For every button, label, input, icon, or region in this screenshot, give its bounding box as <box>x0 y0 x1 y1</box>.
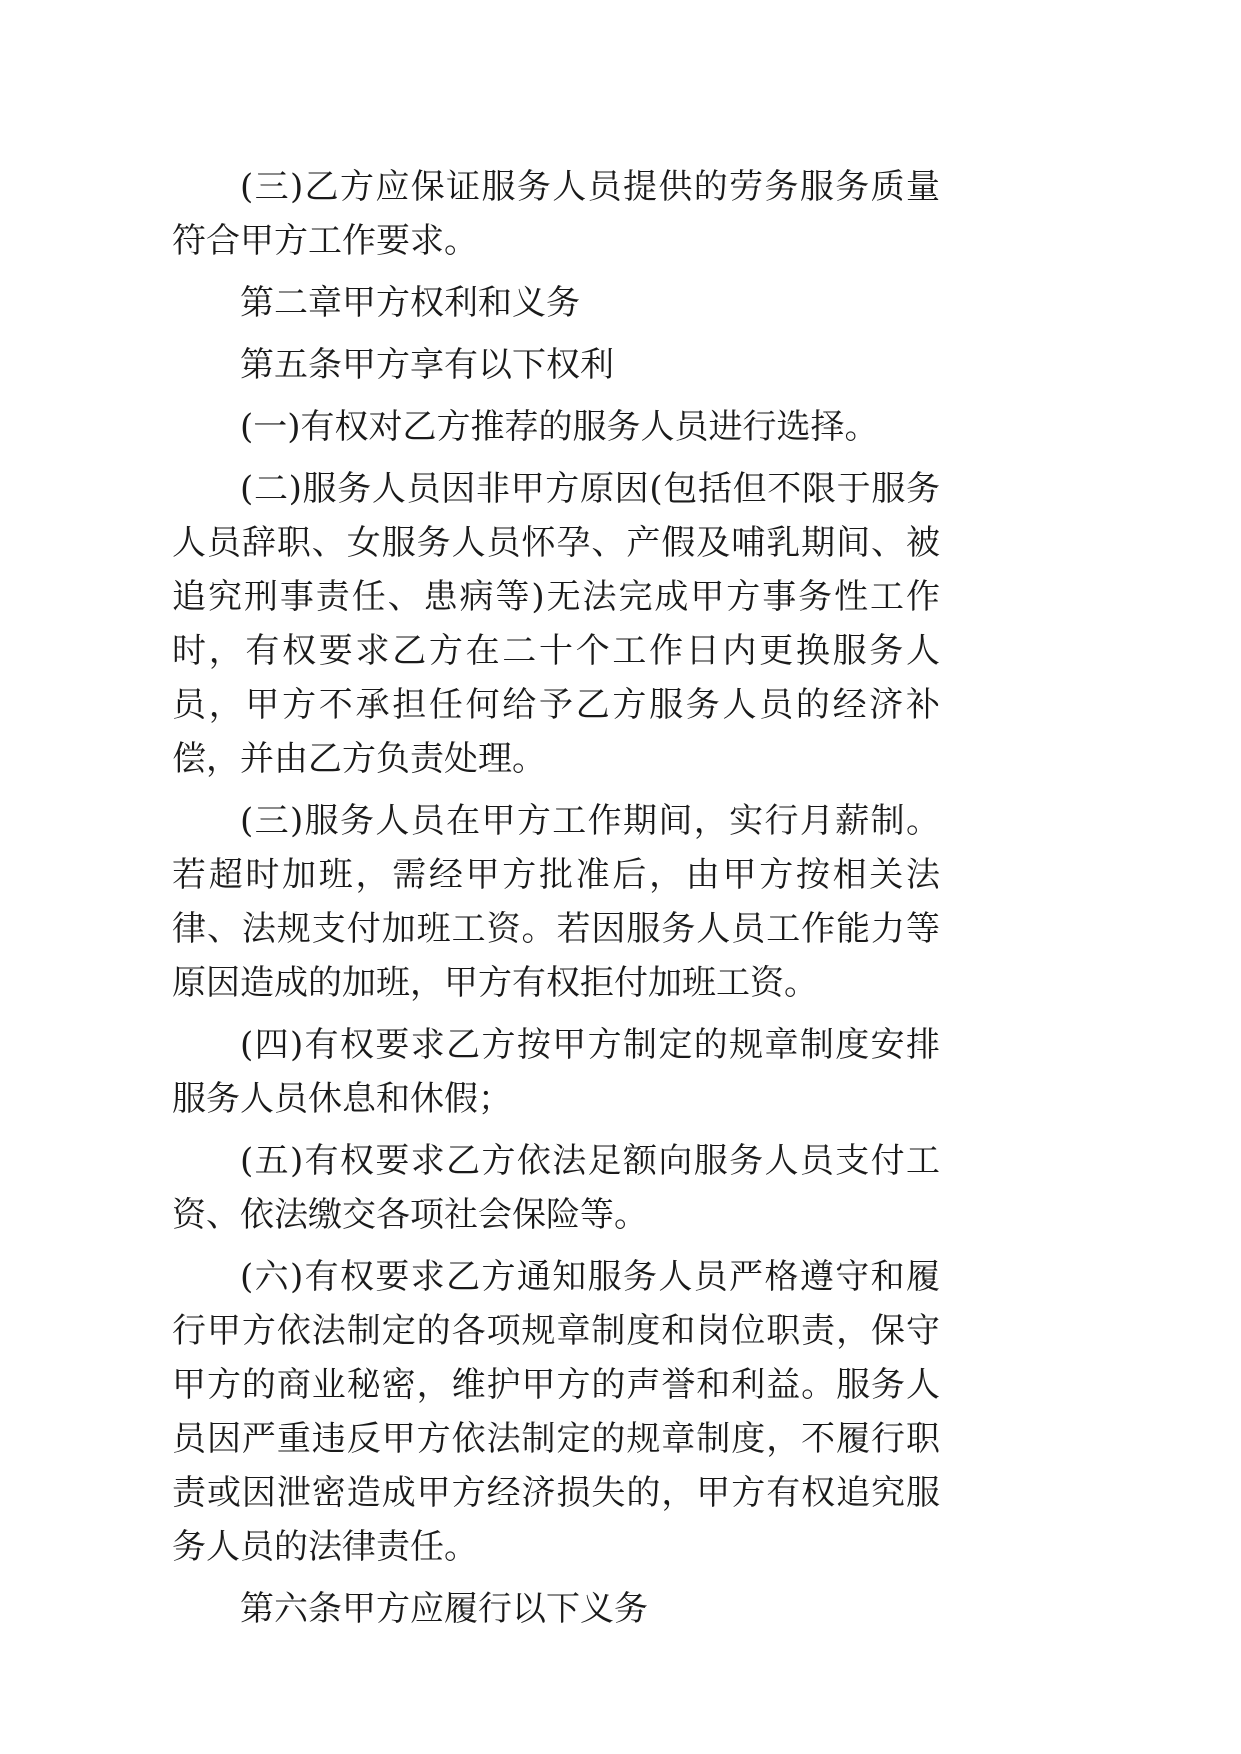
clause-3-service-quality: (三)乙方应保证服务人员提供的劳务服务质量符合甲方工作要求。 <box>172 167 940 261</box>
right-5: (五)有权要求乙方依法足额向服务人员支付工资、依法缴交各项社会保险等。 <box>172 1141 940 1235</box>
document-page <box>172 160 940 1644</box>
right-3: (三)服务人员在甲方工作期间，实行月薪制。若超时加班，需经甲方批准后，由甲方按相关法律、法规支付加班工资。若因服务人员工作能力等原因造成的加班，甲方有权拒付加班工资。 <box>172 801 940 1003</box>
right-1: (一)有权对乙方推荐的服务人员进行选择。 <box>240 407 879 447</box>
right-2: (二)服务人员因非甲方原因(包括但不限于服务人员辞职、女服务人员怀孕、产假及哺乳期间、被追究刑事责任、患病等)无法完成甲方事务性工作时，有权要求乙方在二十个工作日内更换服务人员，甲方不承担任何给予乙方服务人员的经济补偿，并由乙方负责处理。 <box>172 469 940 779</box>
article-6-heading: 第六条甲方应履行以下义务 <box>240 1589 648 1629</box>
right-4: (四)有权要求乙方按甲方制定的规章制度安排服务人员休息和休假； <box>172 1025 940 1119</box>
article-5-heading: 第五条甲方享有以下权利 <box>240 345 614 385</box>
right-6: (六)有权要求乙方通知服务人员严格遵守和履行甲方依法制定的各项规章制度和岗位职责，保守甲方的商业秘密，维护甲方的声誉和利益。服务人员因严重违反甲方依法制定的规章制度，不履行职责或因泄密造成甲方经济损失的，甲方有权追究服务人员的法律责任。 <box>172 1257 940 1567</box>
chapter-2-heading: 第二章甲方权利和义务 <box>240 283 580 323</box>
